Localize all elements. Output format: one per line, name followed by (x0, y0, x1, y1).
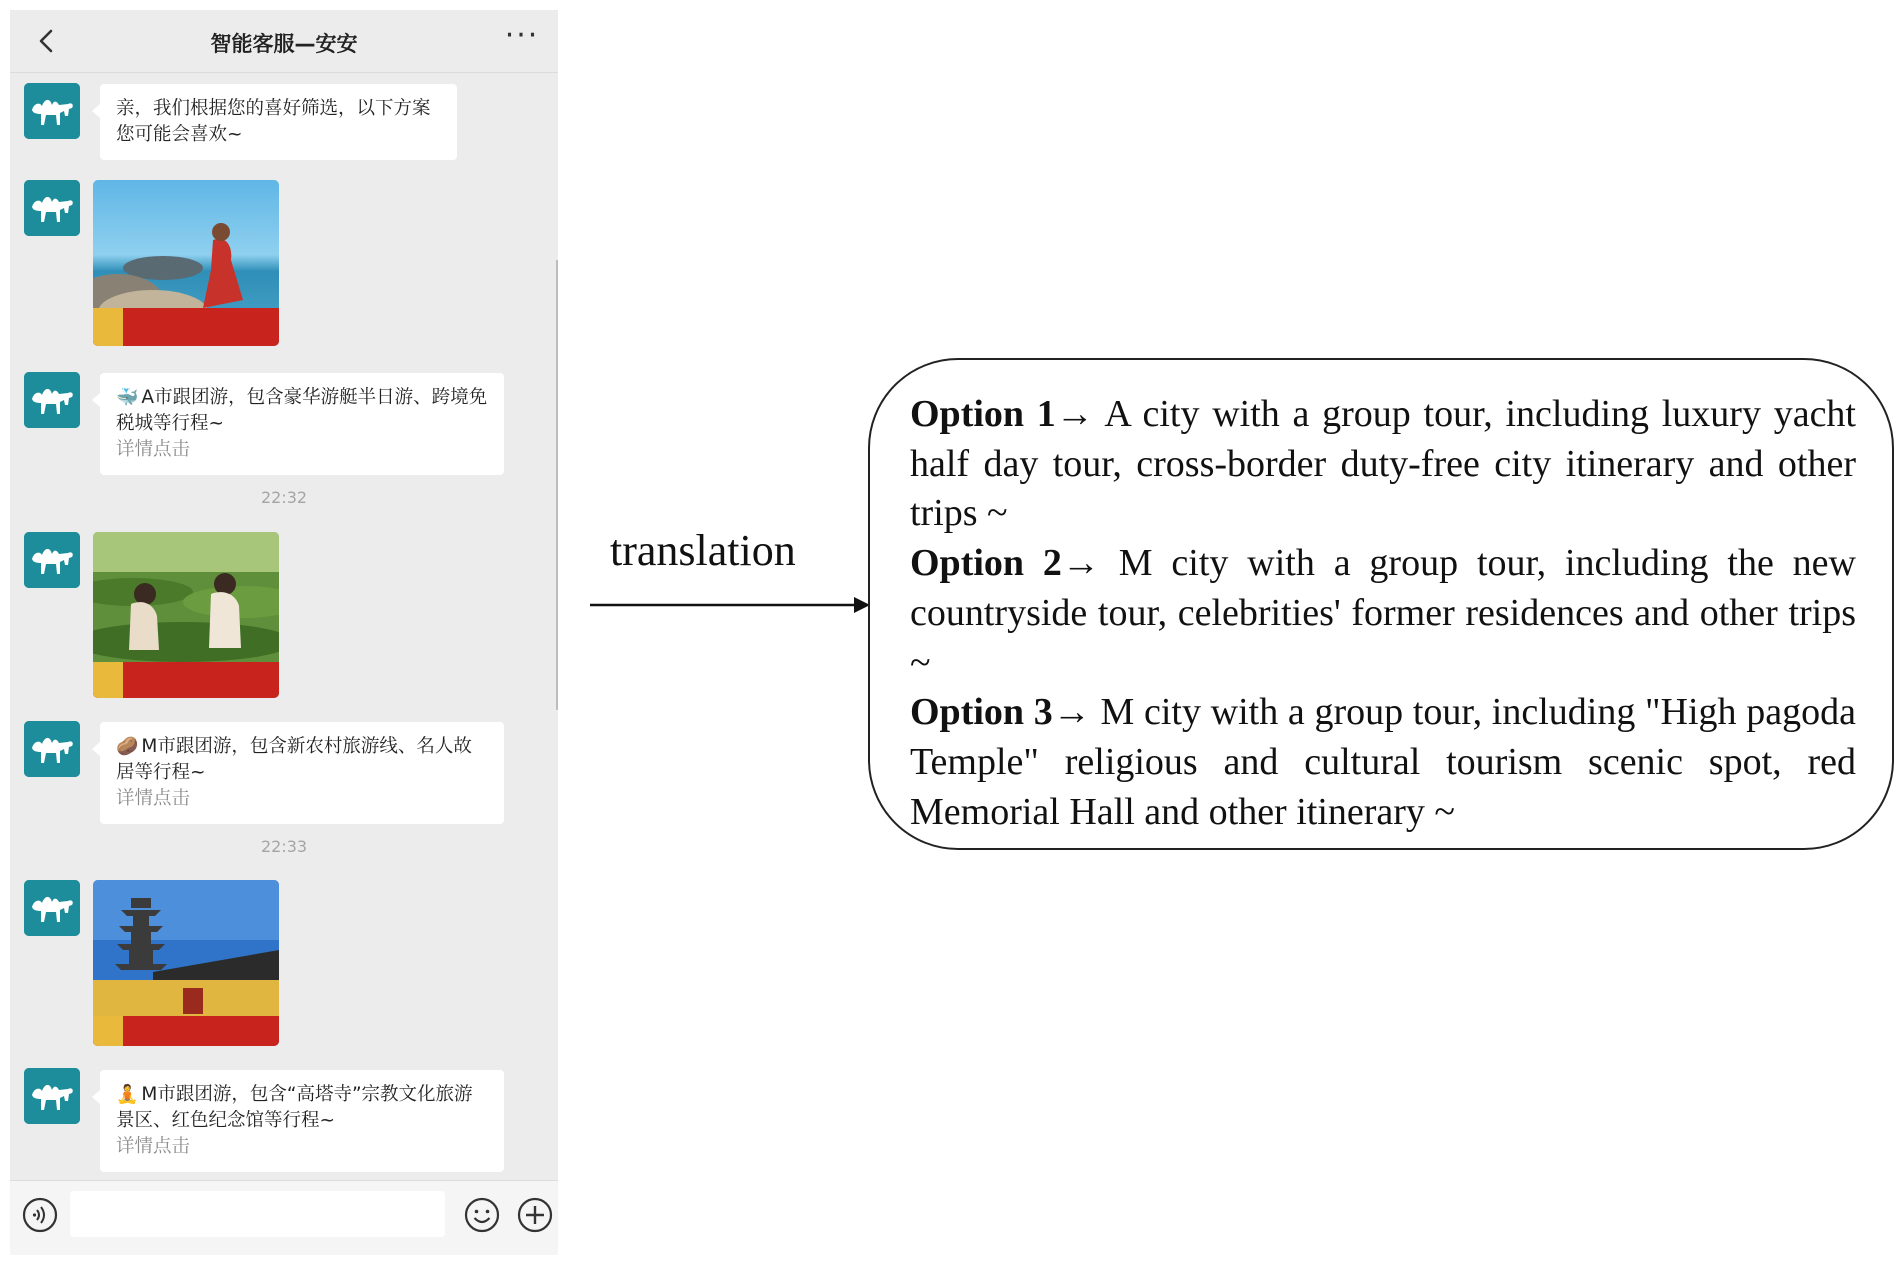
camel-icon (24, 83, 80, 139)
camel-icon (24, 372, 80, 428)
message-input[interactable] (70, 1191, 445, 1237)
tour-card-m-city-countryside[interactable] (93, 532, 279, 698)
translation-option (910, 688, 1856, 837)
chat-title: 智能客服—安安 (210, 32, 358, 56)
bot-avatar[interactable] (24, 372, 80, 428)
bot-avatar[interactable] (24, 180, 80, 236)
offer-message[interactable] (100, 722, 504, 824)
camel-icon (24, 721, 80, 777)
option-arrow: → (1052, 691, 1091, 734)
offer-message[interactable] (100, 373, 504, 475)
details-link[interactable]: 详情点击 (116, 439, 191, 460)
voice-icon (20, 1195, 60, 1235)
beach-photo (93, 180, 279, 346)
smiley-icon (462, 1195, 502, 1235)
chat-header (10, 10, 558, 73)
camel-icon (24, 880, 80, 936)
option-label: Option 3 (910, 691, 1053, 734)
option-text: M city with a group tour, including the new countryside tour, celebrities' former residences and other trips ~ (910, 542, 1856, 684)
pagoda-photo (93, 880, 279, 1046)
translation-text (910, 390, 1856, 837)
tour-card-a-city[interactable] (93, 180, 279, 346)
bot-avatar[interactable] (24, 880, 80, 936)
plus-circle-icon (515, 1195, 555, 1235)
voice-button[interactable] (20, 1195, 60, 1235)
chat-screen (10, 10, 558, 1255)
greeting-message: 亲，我们根据您的喜好筛选，以下方案您可能会喜欢~ (100, 84, 457, 160)
option-text: A city with a group tour, including luxury yacht half day tour, cross-border duty-free city itinerary and other trips ~ (910, 393, 1856, 535)
offer-text: M市跟团游，包含新农村旅游线、名人故居等行程~ (116, 736, 472, 783)
tour-card-m-city-pagoda[interactable] (93, 880, 279, 1046)
offer-text: M市跟团游，包含“高塔寺”宗教文化旅游景区、红色纪念馆等行程~ (116, 1084, 473, 1131)
translation-option (910, 390, 1856, 539)
offer-message[interactable] (100, 1070, 504, 1172)
add-button[interactable] (515, 1195, 555, 1235)
bot-avatar[interactable] (24, 721, 80, 777)
option-label: Option 1 (910, 393, 1056, 435)
option-text: M city with a group tour, including "High pagoda Temple" religious and cultural tourism scenic spot, red Memorial Hall and other itinerary ~ (910, 691, 1856, 833)
bot-avatar[interactable] (24, 83, 80, 139)
message-input-bar (10, 1180, 558, 1255)
camel-icon (24, 532, 80, 588)
translation-option (910, 539, 1856, 688)
camel-icon (24, 1068, 80, 1124)
potato-icon: 🥔 (116, 736, 139, 757)
monk-icon: 🧘 (116, 1084, 139, 1105)
bot-avatar[interactable] (24, 532, 80, 588)
message-timestamp: 22:33 (260, 837, 308, 856)
bot-avatar[interactable] (24, 1068, 80, 1124)
message-timestamp: 22:32 (260, 488, 308, 507)
translation-label: translation (610, 526, 796, 575)
more-options-button[interactable]: ··· (504, 18, 540, 53)
option-arrow: → (1055, 393, 1094, 435)
tea-garden-photo (93, 532, 279, 698)
offer-text: A市跟团游，包含豪华游艇半日游、跨境免税城等行程~ (116, 387, 488, 434)
details-link[interactable]: 详情点击 (116, 788, 191, 809)
option-arrow: → (1061, 542, 1100, 585)
right-arrow-icon (590, 590, 870, 620)
details-link[interactable]: 详情点击 (116, 1136, 191, 1157)
whale-icon: 🐳 (116, 387, 139, 408)
camel-icon (24, 180, 80, 236)
option-label: Option 2 (910, 542, 1062, 585)
scrollbar[interactable] (556, 260, 558, 710)
emoji-button[interactable] (462, 1195, 502, 1235)
